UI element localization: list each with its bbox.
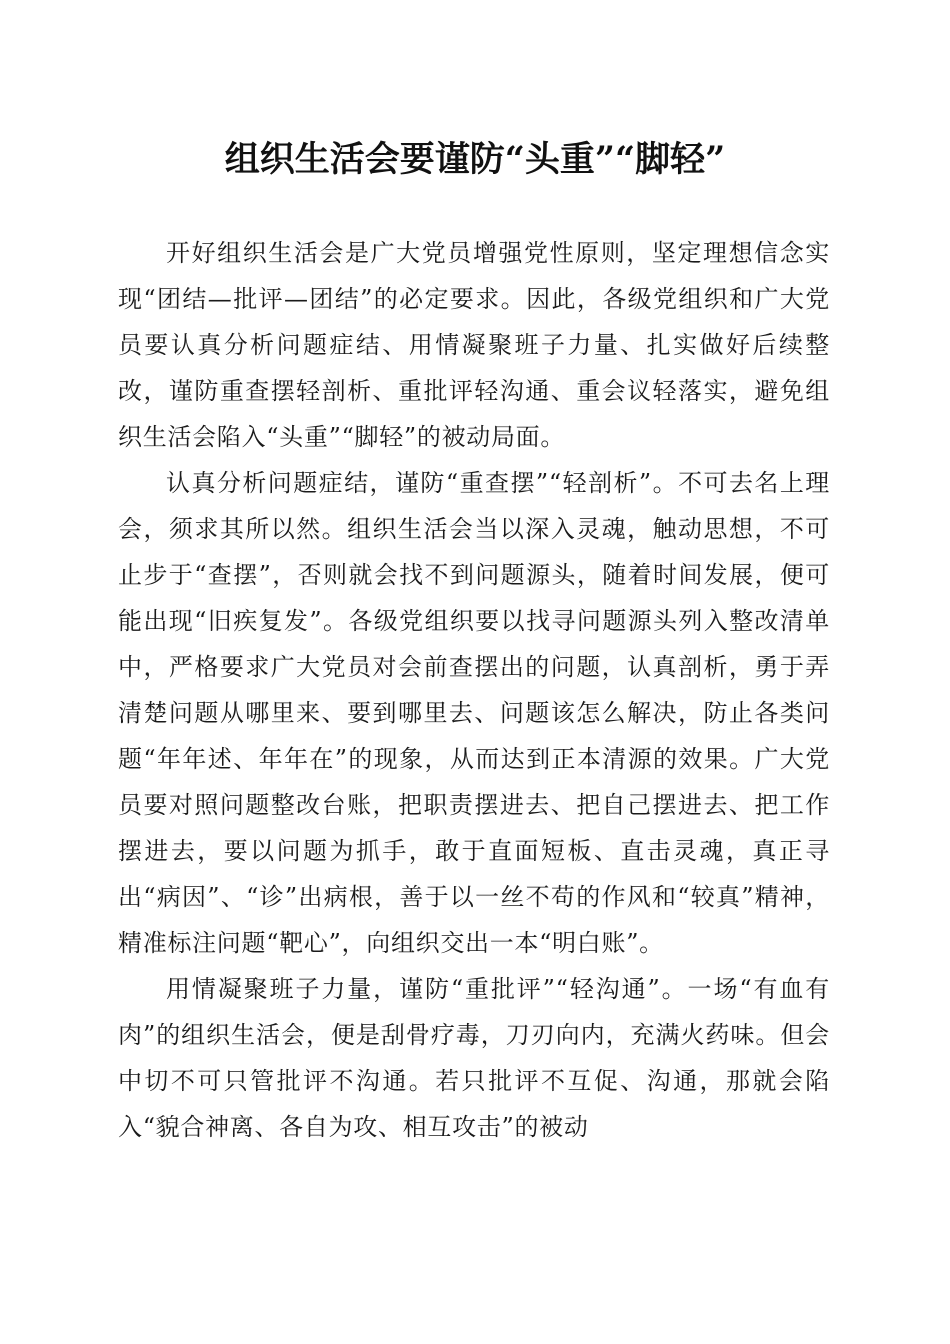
paragraph-cohesion: 用情凝聚班子力量，谨防“重批评”“轻沟通”。一场“有血有肉”的组织生活会，便是刮骨疗毒，刀刃向内，充满火药味。但会中切不可只管批评不沟通。若只批评不互促、沟通，那就会陷入“貌合神离、各自为攻、相互攻击”的被动: [118, 975, 830, 1141]
paragraph-analysis: 认真分析问题症结，谨防“重查摆”“轻剖析”。不可去名上理会，须求其所以然。组织生活会当以深入灵魂，触动思想，不可止步于“查摆”，否则就会找不到问题源头，随着时间发展，便可能出现“旧疾复发”。各级党组织要以找寻问题源头列入整改清单中，严格要求广大党员对会前查摆出的问题，认真剖析，勇于弄清楚问题从哪里来、要到哪里去、问题该怎么解决，防止各类问题“年年述、年年在”的现象，从而达到正本清源的效果。广大党员要对照问题整改台账，把职责摆进去、把自己摆进去、把工作摆进去，要以问题为抓手，敢于直面短板、直击灵魂，真正寻出“病因”、“诊”出病根，善于以一丝不苟的作风和“较真”精神，精准标注问题“靶心”，向组织交出一本“明白账”。: [118, 469, 830, 957]
document-title: 组织生活会要谨防“头重”“脚轻”: [224, 139, 726, 180]
paragraph-intro: 开好组织生活会是广大党员增强党性原则，坚定理想信念实现“团结—批评—团结”的必定要求。因此，各级党组织和广大党员要认真分析问题症结、用情凝聚班子力量、扎实做好后续整改，谨防重查摆轻剖析、重批评轻沟通、重会议轻落实，避免组织生活会陷入“头重”“脚轻”的被动局面。: [118, 239, 830, 451]
document-body: [118, 230, 830, 1150]
